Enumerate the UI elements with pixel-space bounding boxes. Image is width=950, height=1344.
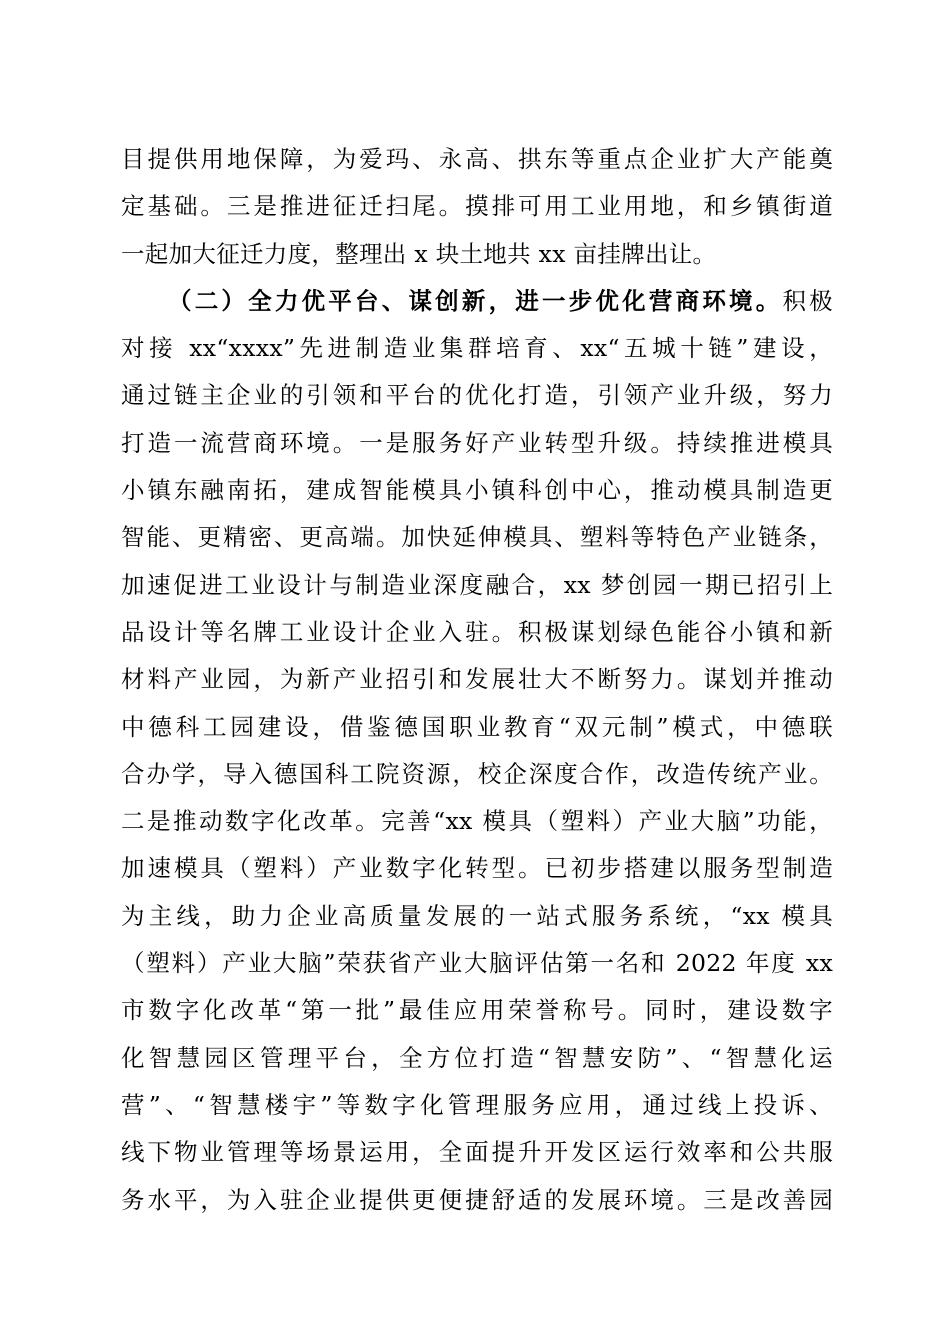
paragraph-line: 目提供用地保障，为爱玛、永高、拱东等重点企业扩大产能奠 <box>121 145 833 173</box>
paragraph-line: （塑料）产业大脑”荣获省产业大脑评估第一名和 2022 年度 xx <box>121 949 833 978</box>
paragraph-line: 中德科工园建设，借鉴德国职业教育“双元制”模式，中德联 <box>121 712 833 741</box>
paragraph-line: 加速模具（塑料）产业数字化转型。已初步搭建以服务型制造 <box>121 854 833 883</box>
section-heading: （二）全力优平台、谋创新，进一步优化营商环境。 <box>168 286 783 315</box>
section-heading-line <box>121 278 833 325</box>
section-heading-continuation: 积极 <box>782 286 833 315</box>
paragraph-line: 定基础。三是推进征迁扫尾。摸排可用工业用地，和乡镇街道 <box>121 192 833 221</box>
paragraph-line: 营”、“智慧楼宇”等数字化管理服务应用，通过线上投诉、 <box>121 1090 833 1119</box>
paragraph-line: 务水平，为入驻企业提供更便捷舒适的发展环境。三是改善园 <box>121 1185 833 1214</box>
paragraph-line: 化智慧园区管理平台，全方位打造“智慧安防”、“智慧化运 <box>121 1043 833 1072</box>
paragraph-line: 线下物业管理等场景运用，全面提升开发区运行效率和公共服 <box>121 1138 833 1167</box>
paragraph-line: 智能、更精密、更高端。加快延伸模具、塑料等特色产业链条， <box>121 523 833 552</box>
paragraph-line: 品设计等名牌工业设计企业入驻。积极谋划绿色能谷小镇和新 <box>121 617 833 646</box>
paragraph-line: 一起加大征迁力度，整理出 x 块土地共 xx 亩挂牌出让。 <box>121 239 717 268</box>
document-body <box>121 136 833 1224</box>
paragraph-line: 打造一流营商环境。一是服务好产业转型升级。持续推进模具 <box>121 428 833 457</box>
paragraph-line: 二是推动数字化改革。完善“xx 模具（塑料）产业大脑”功能， <box>121 807 833 836</box>
paragraph-line: 小镇东融南拓，建成智能模具小镇科创中心，推动模具制造更 <box>121 476 833 505</box>
paragraph-line: 合办学，导入德国科工院资源，校企深度合作，改造传统产业。 <box>121 759 833 788</box>
paragraph-line: 对接 xx“xxxx”先进制造业集群培育、xx“五城十链”建设， <box>121 334 833 363</box>
paragraph-line: 为主线，助力企业高质量发展的一站式服务系统，“xx 模具 <box>121 901 833 930</box>
paragraph-line: 市数字化改革“第一批”最佳应用荣誉称号。同时，建设数字 <box>121 996 833 1025</box>
paragraph-line: 加速促进工业设计与制造业深度融合，xx 梦创园一期已招引上 <box>121 570 833 599</box>
paragraph-line: 通过链主企业的引领和平台的优化打造，引领产业升级，努力 <box>121 381 833 410</box>
paragraph-line: 材料产业园，为新产业招引和发展壮大不断努力。谋划并推动 <box>121 665 833 694</box>
